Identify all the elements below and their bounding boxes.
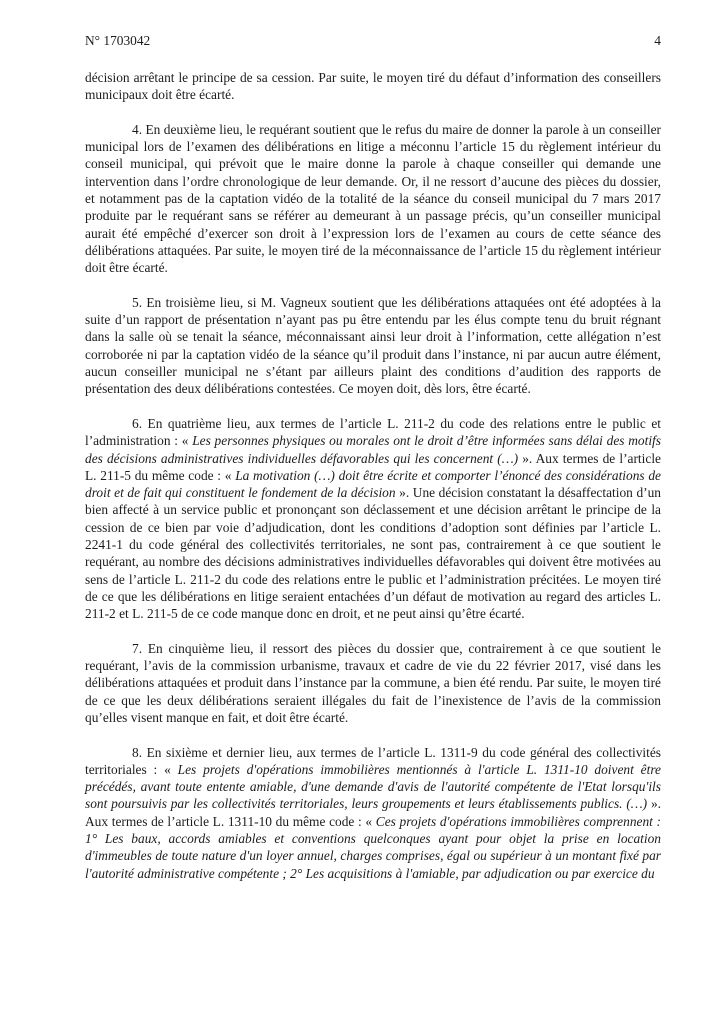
body-text: 5. En troisième lieu, si M. Vagneux soutient que les délibérations attaquées ont été adoptées à la suite d’un rapport de présentation n’ayant pas pu être entendu par les élus compte tenu du bruit régnant dans la salle où se tenait la séance, méconnaissant ainsi leur droit à l’information, cette allégation n’est corroborée ni par la captation vidéo de la séance qu’il produit dans l’instance, ni par aucun autre élément, aucun conseiller municipal ne s’étant par ailleurs plaint des conditions d’audition des rapports de présentation des deux délibérations contestées. Ce moyen doit, dès lors, être écarté. (85, 294, 661, 397)
paragraph-continuation (85, 69, 661, 104)
paragraph-6 (85, 415, 661, 623)
body-text: ». Une décision constatant la désaffectation d’un bien affecté à un service public et prononçant son déclassement et une décision arrêtant le principe de la cession de ce bien par voie d’adjudication, dont les conditions d’adoption sont définies par l’article L. 2241-1 du code général des collectivités territoriales, ne sont pas, contrairement à ce que soutient le requérant, au nombre des décisions administratives individuelles défavorables qui doivent être motivées au sens de l’article L. 211-2 du code des relations entre le public et l’administration précitées. Le moyen tiré de ce que les délibérations en litige seraient entachées d’un défaut de motivation au regard des articles L. 211-2 et L. 211-5 de ce code manque donc en droit, et ne peut ainsi qu’être écarté. (85, 485, 661, 622)
page-number: 4 (654, 33, 661, 48)
quoted-statute-text: La motivation (…) doit être écrite et comporter l’énoncé des considérations de droit et de fait qui constituent le fondement de la décision (85, 467, 661, 501)
paragraph-4 (85, 121, 661, 277)
body-text: ». Aux termes de l’article L. 1311-10 du même code : « (85, 796, 662, 829)
body-text: 8. En sixième et dernier lieu, aux termes de l’article L. 1311-9 du code général des collectivités territoriales : « (85, 744, 661, 777)
case-number: N° 1703042 (85, 33, 151, 48)
body-text: 7. En cinquième lieu, il ressort des pièces du dossier que, contrairement à ce que soutient le requérant, l’avis de la commission urbanisme, travaux et cadre de vie du 22 février 2017, visé dans les délibérations attaquées et produit dans l’instance par la commune, a bien été rendu. Par suite, le moyen tiré de ce que les deux délibérations seraient illégales du fait de l’inexistence de l’avis de la commission qu’elles visent manque en fait, et doit être écarté. (85, 640, 661, 725)
body-text: ». Aux termes de l’article L. 211-5 du même code : « (85, 450, 661, 483)
body-text: décision arrêtant le principe de sa cession. Par suite, le moyen tiré du défaut d’information des conseillers municipaux doit être écarté. (85, 70, 661, 103)
body-text: 6. En quatrième lieu, aux termes de l’article L. 211-2 du code des relations entre le public et l’administration : « (85, 415, 661, 449)
body-text: 4. En deuxième lieu, le requérant soutient que le refus du maire de donner la parole à un conseiller municipal lors de l’examen des délibérations en litige a méconnu l’article 15 du règlement intérieur du conseil municipal, qui prévoit que le maire donne la parole à chaque conseiller qui demande une intervention dans l’ordre chronologique de leur demande. Or, il ne ressort d’aucune des pièces du dossier, et notamment pas de la captation vidéo de la totalité de la séance du conseil municipal du 7 mars 2017 produite par le requérant sans se référer au demeurant à un passage précis, qu’un conseiller municipal aurait été empêché d’exercer son droit à l’expression lors de l’examen au cours de cette séance des délibérations attaquées. Par suite, le moyen tiré de la méconnaissance de l’article 15 du règlement intérieur doit être écarté. (85, 121, 661, 276)
page-header (85, 33, 661, 48)
quoted-statute-text: Ces projets d'opérations immobilières comprennent : 1° Les baux, accords amiables et conventions quelconques ayant pour objet la prise en location d'immeubles de toute nature d'un loyer annuel, charges comprises, égal ou supérieur à un montant fixé par l'autorité administrative compétente ; 2° Les acquisitions à l'amiable, par adjudication ou par exercice du (85, 813, 661, 881)
paragraph-8 (85, 744, 661, 882)
quoted-statute-text: Les personnes physiques ou morales ont le droit d’être informées sans délai des motifs des décisions administratives individuelles défavorables qui les concernent (…) (85, 433, 661, 466)
paragraph-7 (85, 640, 661, 726)
document-body (85, 69, 661, 882)
paragraph-5 (85, 294, 661, 398)
quoted-statute-text: Les projets d'opérations immobilières mentionnés à l'article L. 1311-10 doivent être précédés, avant toute entente amiable, d'une demande d'avis de l'autorité compétente de l'Etat lorsqu'ils sont poursuivis par les collectivités territoriales, leurs groupements et leurs établissements publics. (…) (85, 761, 661, 812)
